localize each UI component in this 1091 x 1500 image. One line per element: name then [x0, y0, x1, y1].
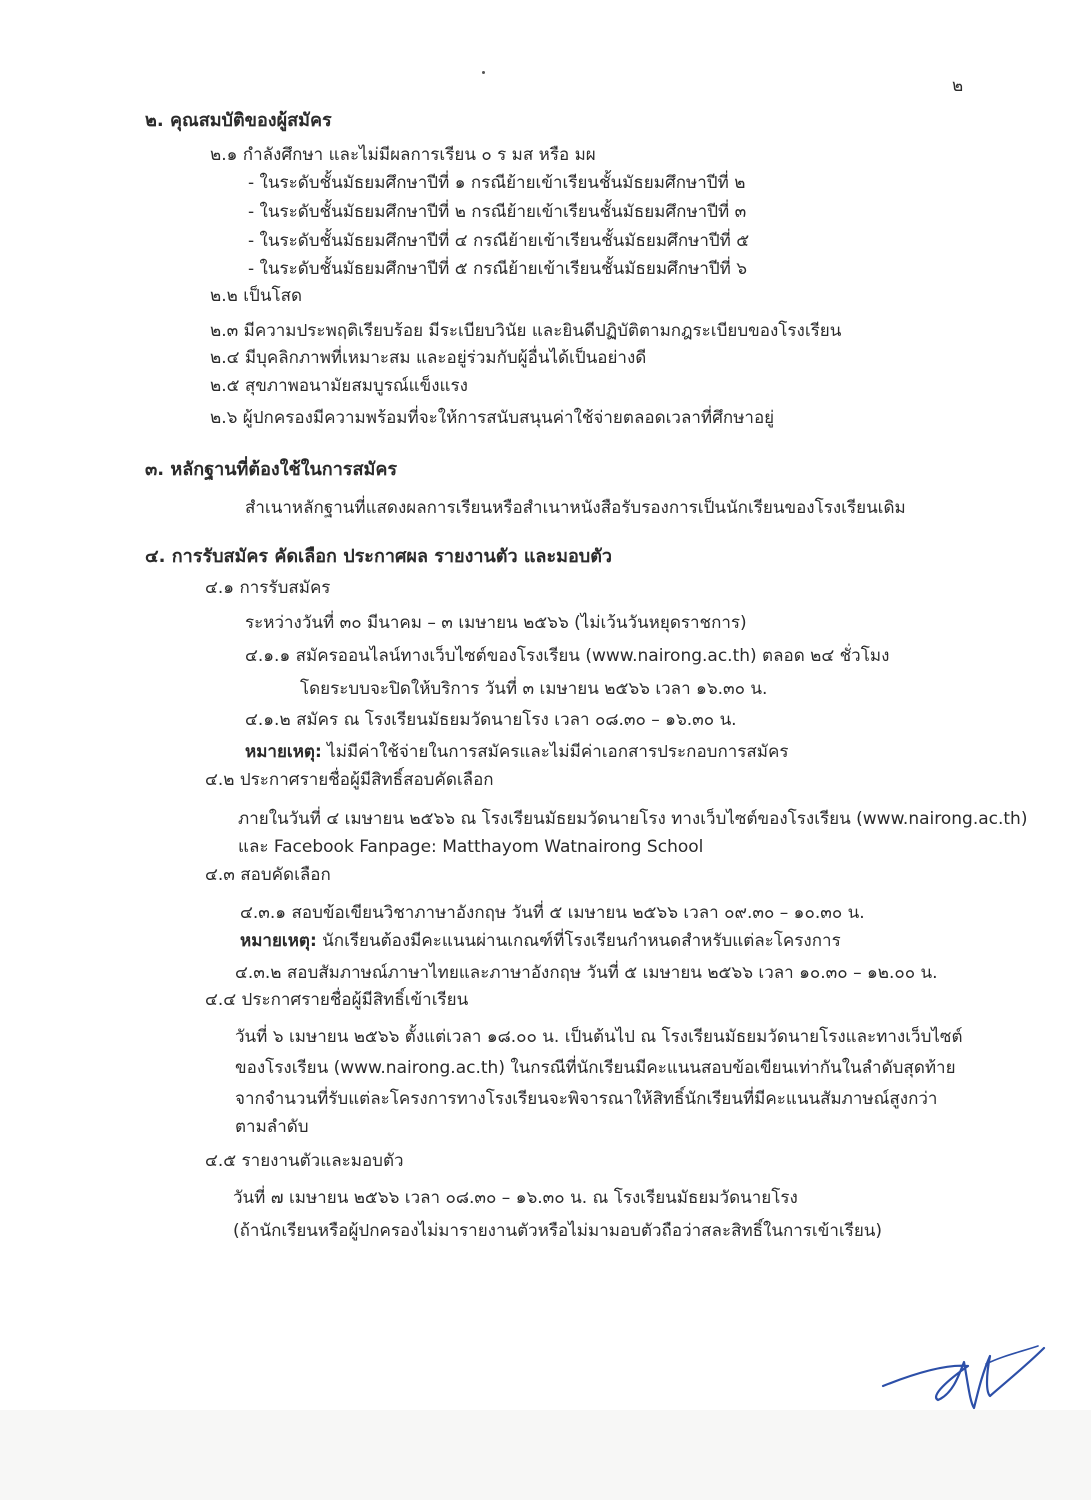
- note-2-text: นักเรียนต้องมีคะแนนผ่านเกณฑ์ที่โรงเรียนกำหนดสำหรับแต่ละโครงการ: [316, 931, 841, 951]
- item-2-1-d: - ในระดับชั้นมัธยมศึกษาปีที่ ๕ กรณีย้ายเข้าเรียนชั้นมัธยมศึกษาปีที่ ๖: [248, 259, 748, 279]
- note-2-label: หมายเหตุ:: [240, 931, 317, 951]
- item-4-5: ๔.๕ รายงานตัวและมอบตัว: [205, 1151, 404, 1171]
- item-4-2: ๔.๒ ประกาศรายชื่อผู้มีสิทธิ์สอบคัดเลือก: [205, 770, 494, 790]
- signature: [878, 1334, 1048, 1414]
- item-4-5-b: (ถ้านักเรียนหรือผู้ปกครองไม่มารายงานตัวหรือไม่มามอบตัวถือว่าสละสิทธิ์ในการเข้าเรียน): [233, 1221, 883, 1241]
- section-3-heading: ๓. หลักฐานที่ต้องใช้ในการสมัคร: [145, 459, 398, 480]
- item-2-2: ๒.๒ เป็นโสด: [210, 286, 302, 306]
- item-2-4: ๒.๔ มีบุคลิกภาพที่เหมาะสม และอยู่ร่วมกับผู้อื่นได้เป็นอย่างดี: [210, 348, 647, 368]
- item-4-2-b: และ Facebook Fanpage: Matthayom Watnairong School: [238, 837, 704, 857]
- item-4-1-1-b: โดยระบบจะปิดให้บริการ วันที่ ๓ เมษายน ๒๕๖๖ เวลา ๑๖.๓๐ น.: [300, 679, 768, 699]
- item-2-1-a: - ในระดับชั้นมัธยมศึกษาปีที่ ๑ กรณีย้ายเข้าเรียนชั้นมัธยมศึกษาปีที่ ๒: [248, 173, 746, 193]
- item-4-5-a: วันที่ ๗ เมษายน ๒๕๖๖ เวลา ๐๘.๓๐ – ๑๖.๓๐ น. ณ โรงเรียนมัธยมวัดนายโรง: [233, 1188, 798, 1208]
- scan-speck: [482, 71, 485, 74]
- note-1: [245, 741, 789, 763]
- note-1-text: ไม่มีค่าใช้จ่ายในการสมัครและไม่มีค่าเอกสารประกอบการสมัคร: [321, 742, 789, 762]
- item-4-3-2: ๔.๓.๒ สอบสัมภาษณ์ภาษาไทยและภาษาอังกฤษ วันที่ ๕ เมษายน ๒๕๖๖ เวลา ๑๐.๓๐ – ๑๒.๐๐ น.: [235, 963, 938, 983]
- item-2-6: ๒.๖ ผู้ปกครองมีความพร้อมที่จะให้การสนับสนุนค่าใช้จ่ายตลอดเวลาที่ศึกษาอยู่: [210, 408, 775, 428]
- item-2-5: ๒.๕ สุขภาพอนามัยสมบูรณ์แข็งแรง: [210, 376, 468, 396]
- item-4-1: ๔.๑ การรับสมัคร: [205, 578, 331, 598]
- item-2-1-c: - ในระดับชั้นมัธยมศึกษาปีที่ ๔ กรณีย้ายเข้าเรียนชั้นมัธยมศึกษาปีที่ ๕: [248, 231, 750, 251]
- item-4-1-period: ระหว่างวันที่ ๓๐ มีนาคม – ๓ เมษายน ๒๕๖๖ (ไม่เว้นวันหยุดราชการ): [245, 613, 747, 633]
- section-2-heading: ๒. คุณสมบัติของผู้สมัคร: [145, 110, 332, 131]
- item-4-4-c: จากจำนวนที่รับแต่ละโครงการทางโรงเรียนจะพิจารณาให้สิทธิ์นักเรียนที่มีคะแนนสัมภาษณ์สูงกว่า: [235, 1089, 938, 1109]
- item-2-1-b: - ในระดับชั้นมัธยมศึกษาปีที่ ๒ กรณีย้ายเข้าเรียนชั้นมัธยมศึกษาปีที่ ๓: [248, 202, 747, 222]
- item-4-4-a: วันที่ ๖ เมษายน ๒๕๖๖ ตั้งแต่เวลา ๑๘.๐๐ น. เป็นต้นไป ณ โรงเรียนมัธยมวัดนายโรงและทางเว็บไซต์: [235, 1027, 963, 1047]
- item-4-3: ๔.๓ สอบคัดเลือก: [205, 865, 331, 885]
- item-4-4-d: ตามลำดับ: [235, 1117, 309, 1137]
- item-4-4-b: ของโรงเรียน (www.nairong.ac.th) ในกรณีที่นักเรียนมีคะแนนสอบข้อเขียนเท่ากันในลำดับสุดท้าย: [235, 1058, 956, 1078]
- item-2-3: ๒.๓ มีความประพฤติเรียบร้อย มีระเบียบวินัย และยินดีปฏิบัติตามกฎระเบียบของโรงเรียน: [210, 321, 842, 341]
- item-2-1: ๒.๑ กำลังศึกษา และไม่มีผลการเรียน ๐ ร มส หรือ มผ: [210, 145, 596, 165]
- note-1-label: หมายเหตุ:: [245, 742, 322, 762]
- item-4-1-2: ๔.๑.๒ สมัคร ณ โรงเรียนมัธยมวัดนายโรง เวลา ๐๘.๓๐ – ๑๖.๓๐ น.: [245, 710, 737, 730]
- item-4-3-1: ๔.๓.๑ สอบข้อเขียนวิชาภาษาอังกฤษ วันที่ ๕ เมษายน ๒๕๖๖ เวลา ๐๙.๓๐ – ๑๐.๓๐ น.: [240, 903, 865, 923]
- item-4-1-1: ๔.๑.๑ สมัครออนไลน์ทางเว็บไซต์ของโรงเรียน (www.nairong.ac.th) ตลอด ๒๔ ชั่วโมง: [245, 646, 890, 666]
- page-number: ๒: [952, 76, 964, 96]
- note-2: [240, 930, 841, 952]
- section-3-text: สำเนาหลักฐานที่แสดงผลการเรียนหรือสำเนาหนังสือรับรองการเป็นนักเรียนของโรงเรียนเดิม: [245, 498, 906, 518]
- section-4-heading: ๔. การรับสมัคร คัดเลือก ประกาศผล รายงานตัว และมอบตัว: [145, 546, 613, 567]
- item-4-4: ๔.๔ ประกาศรายชื่อผู้มีสิทธิ์เข้าเรียน: [205, 990, 469, 1010]
- item-4-2-a: ภายในวันที่ ๔ เมษายน ๒๕๖๖ ณ โรงเรียนมัธยมวัดนายโรง ทางเว็บไซต์ของโรงเรียน (www.nairong.ac.th): [238, 809, 1028, 829]
